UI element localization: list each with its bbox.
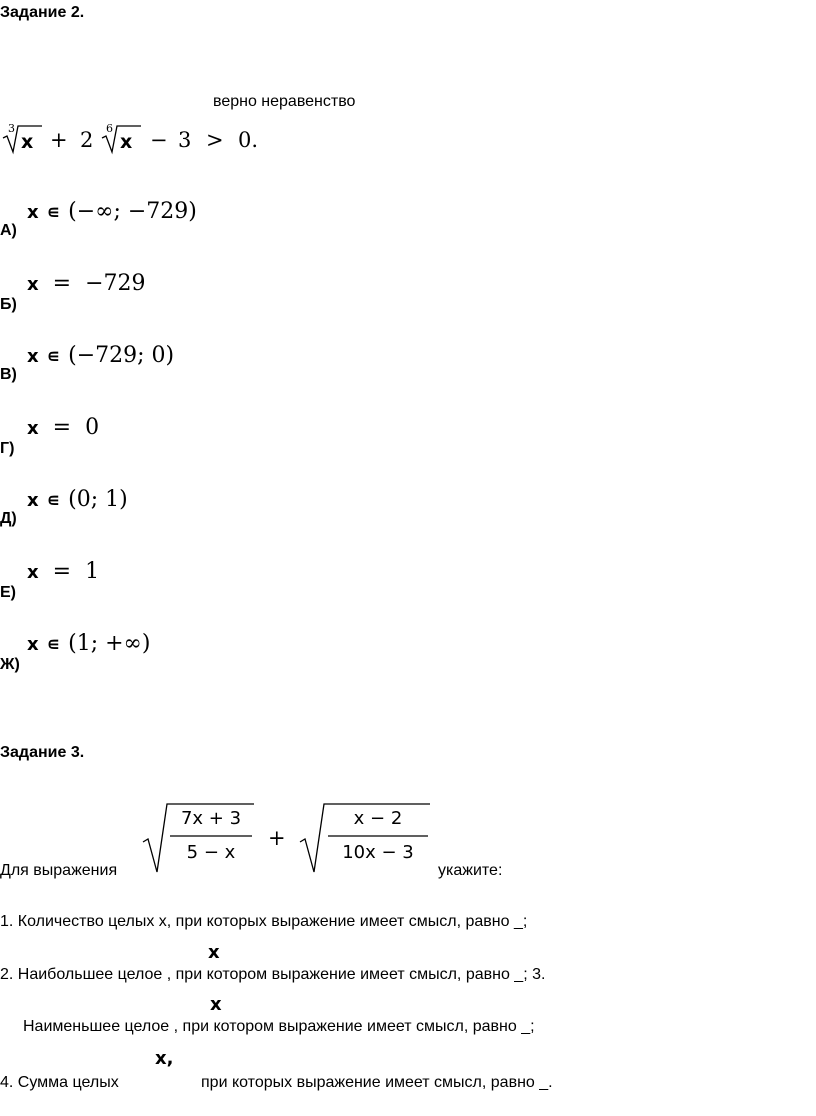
task3-suffix: укажите: [438, 862, 503, 879]
question-4-prefix: 4. Сумма целых [0, 1074, 119, 1091]
task2-intro: верно неравенство [213, 93, 356, 110]
option-b-formula [27, 271, 146, 296]
option-g-label: Г) [0, 440, 15, 457]
radicand-x-2: x [120, 131, 133, 153]
option-v-label: В) [0, 366, 17, 383]
question-3: Наименьшее целое , при котором выражение имеет смысл, равно _; [23, 1018, 535, 1035]
task3-prefix: Для выражения [0, 862, 118, 879]
option-a-label: А) [0, 222, 17, 239]
option-b-label: Б) [0, 296, 17, 313]
question-2: 2. Наибольшее целое , при котором выражение имеет смысл, равно _; 3. [0, 966, 546, 983]
option-e-op: = [52, 559, 72, 584]
fraction-2-denominator: 10x − 3 [342, 842, 414, 863]
option-g-expr: 0 [85, 415, 100, 440]
option-b-op: = [52, 271, 72, 296]
option-a-op: ∊ [46, 202, 61, 223]
option-g-op: = [52, 415, 72, 440]
inequality-formula [0, 120, 300, 164]
option-v-op: ∊ [46, 346, 61, 367]
fraction-1-denominator: 5 − x [186, 842, 236, 863]
option-d-expr: (0; 1) [68, 487, 128, 512]
option-a-formula [27, 199, 197, 224]
task3-title: Задание 3. [0, 744, 85, 761]
option-v-var: x [27, 346, 39, 367]
constant-3: 3 [178, 128, 192, 152]
option-b-var: x [27, 274, 39, 295]
coefficient-2: 2 [80, 128, 94, 152]
question-3-variable: x [210, 994, 222, 1015]
option-e-label: Е) [0, 584, 16, 601]
option-v-expr: (−729; 0) [68, 343, 175, 368]
option-g-var: x [27, 418, 39, 439]
fraction-1-numerator: 7x + 3 [180, 808, 242, 829]
fraction-2-numerator: x − 2 [353, 808, 403, 829]
option-d-op: ∊ [46, 490, 61, 511]
radicand-x-1: x [21, 131, 34, 153]
question-2-variable: x [208, 942, 220, 963]
greater-than-sign: > [206, 128, 224, 152]
option-a-expr: (−∞; −729) [68, 199, 197, 224]
task3-expression [140, 798, 440, 878]
option-zh-var: x [27, 634, 39, 655]
task2-title: Задание 2. [0, 4, 85, 21]
plus-sign: + [50, 128, 68, 152]
rhs-zero: 0. [238, 128, 259, 152]
option-zh-label: Ж) [0, 656, 20, 673]
option-b-expr: −729 [85, 271, 146, 296]
option-v-formula [27, 343, 174, 368]
option-d-var: x [27, 490, 39, 511]
option-zh-expr: (1; +∞) [68, 631, 151, 656]
option-d-formula [27, 487, 128, 512]
option-e-var: x [27, 562, 39, 583]
option-d-label: Д) [0, 510, 17, 527]
question-1: 1. Количество целых x, при которых выражение имеет смысл, равно _; [0, 913, 528, 930]
option-e-expr: 1 [85, 559, 100, 584]
question-4-suffix: при которых выражение имеет смысл, равно _. [201, 1074, 553, 1091]
question-4-variable: x, [155, 1048, 174, 1069]
cube-root-index: 3 [8, 122, 15, 135]
expression-plus: + [268, 826, 286, 850]
option-a-var: x [27, 202, 39, 223]
option-g-formula [27, 415, 99, 440]
option-zh-formula [27, 631, 150, 656]
option-zh-op: ∊ [46, 634, 61, 655]
sixth-root-index: 6 [106, 122, 113, 135]
option-e-formula [27, 559, 99, 584]
minus-sign: − [150, 128, 168, 152]
